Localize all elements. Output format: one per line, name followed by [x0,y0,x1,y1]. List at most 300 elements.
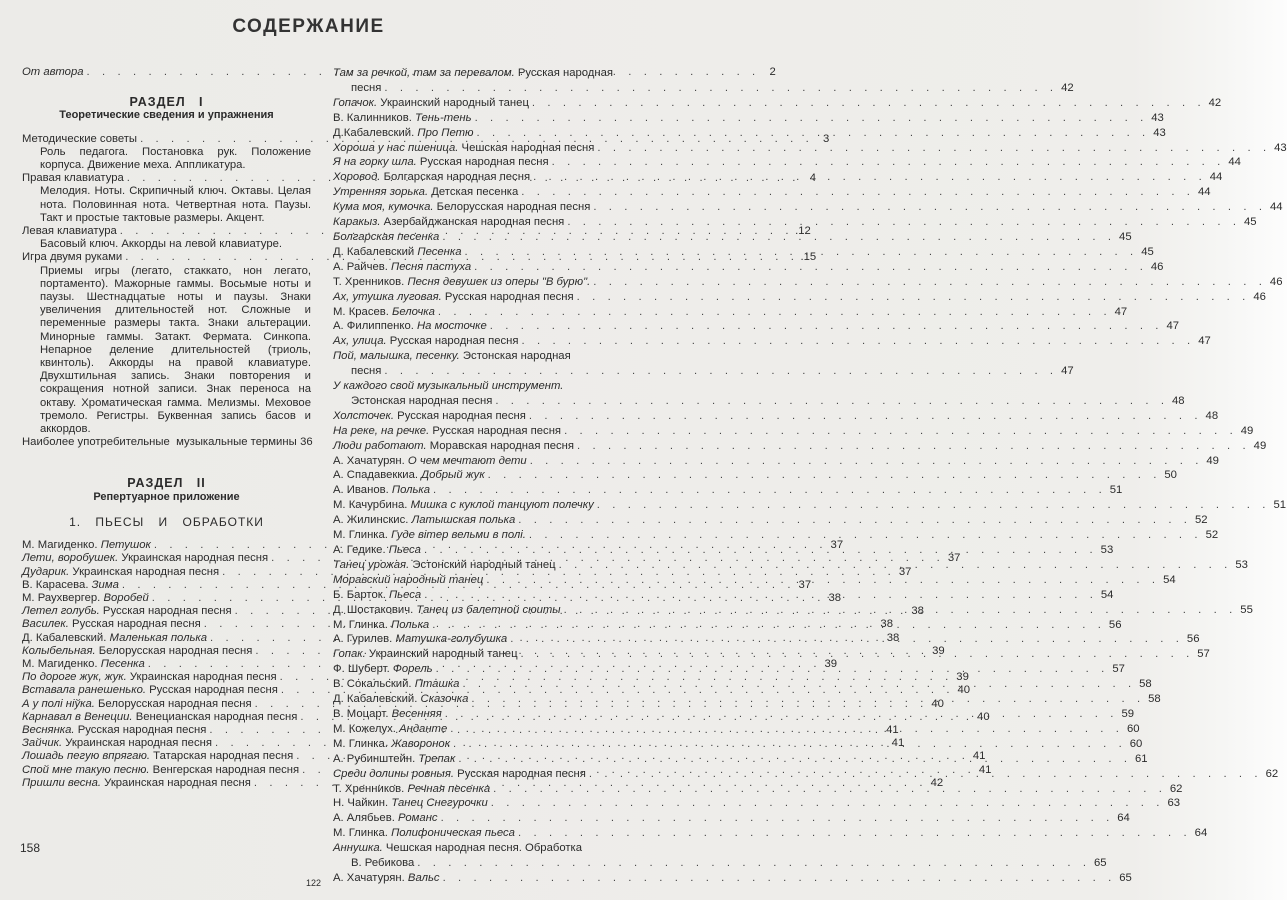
entry-text [333,215,564,230]
entry-title: О чем мечтают дети [407,454,527,467]
entry-title: Колыбельная. [22,644,96,657]
dot-leader [527,454,1203,469]
entry-page: 49 [1253,439,1267,452]
entry-page: 41 [972,750,986,763]
entry-composer: А. Алябьев. [333,812,398,825]
entry-page: 65 [1119,871,1132,884]
toc-entry [333,528,1219,543]
toc-entry [333,126,1166,141]
entry-page: 59 [1121,707,1135,720]
entry-line [333,334,1211,349]
entry-title: Танец урожая. [333,558,410,571]
entry-text [333,170,530,185]
entry-text [333,141,594,156]
toc-entry [333,424,1254,439]
entry-title: Вальс [407,871,440,884]
entry-title: Карнавал в Венеции. [22,710,133,723]
entry-text [333,305,435,320]
entry-note: Азербайджанская народная песня [380,216,565,229]
entry-composer: М. Глинка. [333,737,392,750]
entry-page: 39 [956,671,969,684]
dot-leader [468,692,1144,707]
entry-page: 36 [300,436,313,449]
entry-composer: Ф. Шуберт. [333,663,393,676]
page-title: СОДЕРЖАНИЕ [232,16,385,37]
entry-note: Татарская народная песня [150,750,294,763]
entry-composer: В. Карасева. [22,578,92,591]
entry-title: Весенняя [391,707,442,720]
dot-leader [459,677,1135,692]
entry-composer: В. Сокальский. [333,678,415,691]
entry-text [333,603,561,618]
entry-text [333,111,472,126]
entry-title: Лошадь пегую впрягаю. [22,750,151,763]
dot-leader [381,81,1057,96]
toc-entry [333,319,1180,334]
entry-title: Белочка [392,305,435,318]
entry-continuation: песня [351,81,382,94]
entry-title: Речная песенка [407,782,491,795]
toc-entry [333,155,1241,170]
entry-page: 43 [1153,126,1166,139]
entry-page: 4 [809,172,817,185]
entry-text [333,752,455,767]
toc-entry [333,215,1257,230]
entry-continuation-line [333,394,1185,409]
entry-page: 47 [1061,365,1074,378]
entry-page: 62 [1169,782,1183,795]
entry-first-line [333,66,614,81]
entry-title: Спой мне такую песню. [22,763,150,776]
toc-entry [333,483,1123,498]
entry-title: Анданте [399,722,448,735]
entry-page: .12 [795,225,811,238]
entry-title: Люди работают. [333,439,427,452]
entry-page: 44 [1270,201,1283,214]
entry-text [22,539,151,552]
entry-composer: В. Моцарт. [333,707,392,720]
entry-description: Мелодия. Ноты. Скрипичный ключ. Октавы. Целая нота. Половинная нота. Четвертная нота. Паузы. Такт и простые тактовые размеры. Акцент. [40,185,311,224]
entry-text [22,632,207,645]
entry-line [333,290,1266,305]
entry-line [333,185,1211,200]
entry-page: 51 [1273,499,1287,512]
entry-composer: М. Магиденко. [22,539,101,552]
entry-composer: М. Глинка. [333,827,392,840]
entry-page: 42 [1061,81,1074,94]
dot-leader [442,707,1118,722]
toc-entry [333,439,1267,454]
entry-note: Русская народная песня [429,424,562,437]
entry-line [333,260,1164,275]
entry-title: Воробей [103,591,149,604]
entry-note: Русская народная песня [416,156,549,169]
entry-text [333,632,507,647]
entry-note: Украинский народный танец [377,96,529,109]
entry-composer: А. Жилинскис. [333,514,412,527]
dot-leader [487,319,1163,334]
dot-leader [488,796,1164,811]
entry-title: Среди долины ровныя. [333,767,455,780]
dot-leader [519,334,1195,349]
section-1-heading: РАЗДЕЛ I [129,95,204,110]
entry-page: 49 [1206,454,1219,467]
entry-text [333,200,590,215]
entry-text [333,185,518,200]
dot-leader [518,185,1194,200]
toc-entry [333,379,1185,409]
entry-note: Украинская народная песня [62,737,212,750]
entry-text [333,424,561,439]
entry-composer: А. Гедике. [333,544,389,556]
entry-title: Дударик. [22,565,70,578]
entry-page: 38 [911,605,924,618]
entry-title: Пташка [414,678,460,691]
entry-page: 56 [1108,618,1122,631]
entry-title: Методические советы [22,132,138,145]
entry-description: Приемы игры (легато, стаккато, нон легато, портаменто). Мажорные гаммы. Восьмые ноты и паузы. Шестнадцатые ноты и паузы. Знаки увеличения длительностей нот. Сложные и переменные размеры такта. Знаки альтерации. Минорные гаммы. Затакт. Фермата. Синкопа. Непарное деление длительностей (триоль, квинтоль). Аккорды на правой клавиатуре. Двухштильная запись. Знаки повторения и сокращения нотной записи. Знак переноса на октаву. Хроматическая гамма. Мелизмы. Меховое тремоло. Регистры. Буквенная запись басов и аккордов. [40,264,311,436]
entry-composer: М. Глинка. [333,529,392,542]
entry-line [22,671,969,684]
entry-title: Наиболее употребительные музыкальные термины [22,436,297,449]
dot-leader [485,468,1161,483]
dot-leader [471,260,1147,275]
entry-text [333,588,421,603]
dot-leader [421,543,1097,558]
entry-title: Латышская полька [411,514,516,527]
toc-entry [333,871,1132,886]
entry-text [333,350,571,362]
entry-composer: А. Хачатурян. [333,871,408,884]
dot-leader [594,498,1270,513]
toc-entry [333,66,1074,96]
entry-line [333,305,1128,320]
entry-composer: М. Раухвергер. [22,591,104,604]
entry-text [333,96,529,111]
entry-text [333,528,526,543]
entry-title: Летел голубь. [22,605,100,618]
entry-text [22,552,268,565]
entry-note: Украинская народная песня [101,776,251,789]
entry-title: Пьеса [388,544,421,556]
entry-title: Правая клавиатура [22,172,124,185]
dot-leader [483,573,1159,588]
entry-title: Вставала ранешенько. [22,684,146,697]
entry-title: Жаворонок [391,737,451,750]
dot-leader [590,275,1266,290]
entry-composer: Б. Барток. [333,588,389,601]
dot-leader [450,737,1126,752]
dot-leader [421,588,1097,603]
entry-title: Форель [392,663,433,676]
dot-leader [507,632,1183,647]
toc-entry [333,811,1130,826]
dot-leader [474,126,1150,141]
dot-leader [515,826,1191,841]
entry-title: На мосточке [417,320,487,333]
entry-title: Каракыз. [333,216,381,229]
entry-line [333,871,1132,886]
entry-title: Мишка с куклой танцуют полечку [410,499,594,512]
entry-line [333,513,1208,528]
entry-note: Детская песенка [428,186,519,199]
entry-text [22,724,206,737]
entry-page: 38 [880,618,893,631]
entry-text [333,842,582,854]
entry-title: Песенка [417,245,462,258]
entry-page: 44 [1228,156,1241,169]
entry-composer: Д. Кабалевский. [22,631,110,644]
entry-text [333,230,439,245]
entry-page: 41 [978,763,992,776]
dot-leader [526,409,1202,424]
entry-note: Украинская народная песня [118,552,269,565]
toc-entry [333,841,1107,871]
entry-title: Танец Снегурочки [391,797,488,810]
entry-line [333,528,1219,543]
entry-page: 55 [1240,603,1253,616]
dot-leader [564,215,1240,230]
dot-leader [433,662,1109,677]
entry-title: Романс [397,812,438,825]
entry-text [333,618,429,633]
entry-composer: М. Кожелух. [333,722,400,735]
toc-entry [22,671,969,684]
entry-note: Чешская народная песня. Обработка [382,842,583,855]
dot-leader [455,752,1131,767]
entry-text [333,67,613,79]
entry-note: Русская народная песня [74,723,207,736]
toc-entry [333,796,1181,811]
entry-page: 37 [830,539,844,552]
entry-text [333,439,574,454]
entry-page: 44 [1209,171,1223,184]
entry-page: 64 [1194,827,1208,840]
entry-note: Русская народная песня [68,618,201,631]
entry-text [333,380,563,392]
entry-title: Добрый жук [421,469,485,482]
section-1-subtitle: Теоретические сведения и упражнения [59,109,274,122]
entry-text [22,566,219,579]
entry-title: Зайчик. [22,737,63,750]
entry-title: Матушка-голубушка [395,633,508,646]
entry-title: Гопачок. [333,96,378,109]
entry-line [333,483,1123,498]
entry-page: 64 [1117,812,1130,825]
entry-text [333,483,430,498]
entry-page: 38 [828,591,842,604]
entry-continuation: В. Ребикова [351,857,415,870]
entry-page: 37 [898,565,912,578]
entry-note: Болгарская народная песня [380,171,531,184]
entry-text [22,750,293,763]
dot-leader [430,483,1106,498]
toc-entry [333,409,1219,424]
entry-note: Моравская народная песня [426,439,574,452]
dot-leader [490,782,1166,797]
entry-text [333,662,433,677]
entry-page: 40 [931,697,944,710]
entry-note: Русская народная песня [441,290,574,303]
subsection-heading [22,516,311,529]
entry-text [333,737,450,752]
entry-note: Белорусская народная песня [433,201,591,214]
entry-note: Украинская народная песня [69,565,220,578]
toc-entry [333,513,1208,528]
entry-page: 62 [1265,767,1279,780]
entry-note: Русская народная песня [145,684,278,697]
entry-composer: Т. Хренников. [333,275,408,288]
entry-title: Танец из балетной сюиты [416,603,561,616]
entry-text [333,468,485,483]
toc-entry [333,498,1287,513]
entry-text [333,558,556,573]
entry-text [22,777,251,790]
toc-entry [333,454,1219,469]
toc-entry [333,305,1128,320]
entry-page: 42 [1208,96,1222,109]
entry-continuation: Эстонская народная песня [351,394,493,407]
entry-text [333,513,515,528]
entry-note: Русская народная песня [454,767,586,780]
dot-leader [429,618,1105,633]
entry-note: Эстонский народный танец [409,558,556,571]
toc-entry [333,334,1211,349]
entry-text [22,764,299,777]
section-2-subtitle: Репертуарное приложение [93,490,240,503]
dot-leader [439,230,1115,245]
entry-line [22,565,912,579]
entry-composer: А. Рубинштейн. [333,752,419,765]
entry-page: 41 [891,737,905,750]
entry-text [333,811,438,826]
toc-entry [22,565,912,579]
entry-title: Игра двумя руками [22,251,123,264]
entry-page: 58 [1139,678,1152,691]
dot-leader [447,722,1123,737]
entry-note: Белорусская народная песня [94,697,252,710]
entry-continuation: песня [351,365,382,378]
entry-composer: А. Хачатурян. [333,454,408,467]
entry-note: Венецианская народная песня [132,710,298,723]
entry-title: Пой, малышка, песенку. [333,350,460,363]
toc-entry [333,349,1074,379]
entry-title: Про Петю [417,126,474,139]
entry-title: Аннушка. [333,842,383,855]
entry-title: Полька [391,618,430,631]
entry-title: На реке, на речке. [333,424,430,437]
entry-description: Басовый ключ. Аккорды на левой клавиатуре. [40,238,283,251]
entry-page: 45 [1141,245,1154,258]
entry-composer: М. Магиденко. [22,657,101,670]
entry-title: А у полі ніўка. [22,697,95,710]
entry-text [22,737,212,750]
entry-line [333,126,1166,141]
entry-page: 50 [1164,469,1177,482]
entry-page: 48 [1172,394,1185,407]
entry-text [333,647,518,662]
entry-page: 54 [1100,588,1114,601]
entry-note: Русская народная песня [386,335,519,348]
entry-text [333,275,590,290]
entry-page: 37 [947,552,961,565]
entry-text [22,618,201,631]
entry-text [333,498,594,513]
entry-text [333,290,574,305]
dot-leader [556,558,1232,573]
entry-page: 2 [769,66,776,78]
entry-page: 53 [1235,558,1248,571]
dot-leader [515,513,1191,528]
entry-note: Русская народная песня [99,605,232,618]
entry-text [22,684,278,697]
entry-title: Болгарская песенка [333,230,440,243]
entry-title: Трепак [418,752,456,765]
entry-title: Полька [391,484,431,497]
entry-description: Роль педагога. Постановка рук. Положение корпуса. Движение меха. Аппликатура. [40,145,311,172]
entry-title: Гопак. [333,648,366,661]
entry-text [22,658,145,671]
entry-page: 58 [1148,693,1161,706]
entry-composer: А. Филиппенко. [333,320,417,333]
entry-line [333,811,1130,826]
entry-line [333,319,1180,334]
entry-composer: Д.Кабалевский. [333,126,418,139]
entry-line [333,275,1283,290]
entry-page: 51 [1109,484,1123,497]
entry-page: 46 [1150,260,1164,273]
entry-line [333,409,1219,424]
dot-leader [549,155,1225,170]
entry-note: Украинский народный танец [365,648,518,661]
entry-text [333,573,483,588]
entry-title: Веснянка. [22,723,75,736]
entry-line [333,141,1287,156]
dot-leader [574,439,1250,454]
entry-page: 45 [1244,216,1257,229]
entry-first-line [333,841,609,856]
entry-page: 40 [977,710,990,723]
dot-leader [440,871,1116,886]
entry-title: Левая клавиатура [22,225,117,238]
toc-entry [333,826,1208,841]
entry-composer: Н. Чайкин. [333,797,392,810]
entry-page: 47 [1198,335,1211,348]
entry-title: Песня пастуха [391,260,472,273]
entry-text [22,645,252,658]
entry-title: Петушок [100,539,151,552]
entry-title: Моравский народный танец [333,573,484,586]
entry-first-line [333,379,609,394]
entry-page: 60 [1126,722,1140,735]
entry-composer: М. Красев. [333,305,393,318]
entry-note: Русская народная [514,67,614,79]
entry-page: 63 [1167,797,1181,810]
entry-continuation-line [333,81,1074,96]
entry-composer: В. Калинников. [333,111,415,124]
entry-composer: Т. Хренников. [333,782,408,795]
entry-page: 39 [932,644,945,657]
entry-title: Я на горку шла. [333,156,417,169]
page-number-scan: 122 [306,878,322,888]
entry-page: 39 [824,657,838,670]
entry-page: 47 [1114,305,1128,318]
entry-line [333,454,1219,469]
entry-page: 53 [1100,544,1114,556]
dot-leader [414,856,1090,871]
entry-text [333,796,488,811]
entry-composer: Д. Кабалевский [333,245,418,258]
